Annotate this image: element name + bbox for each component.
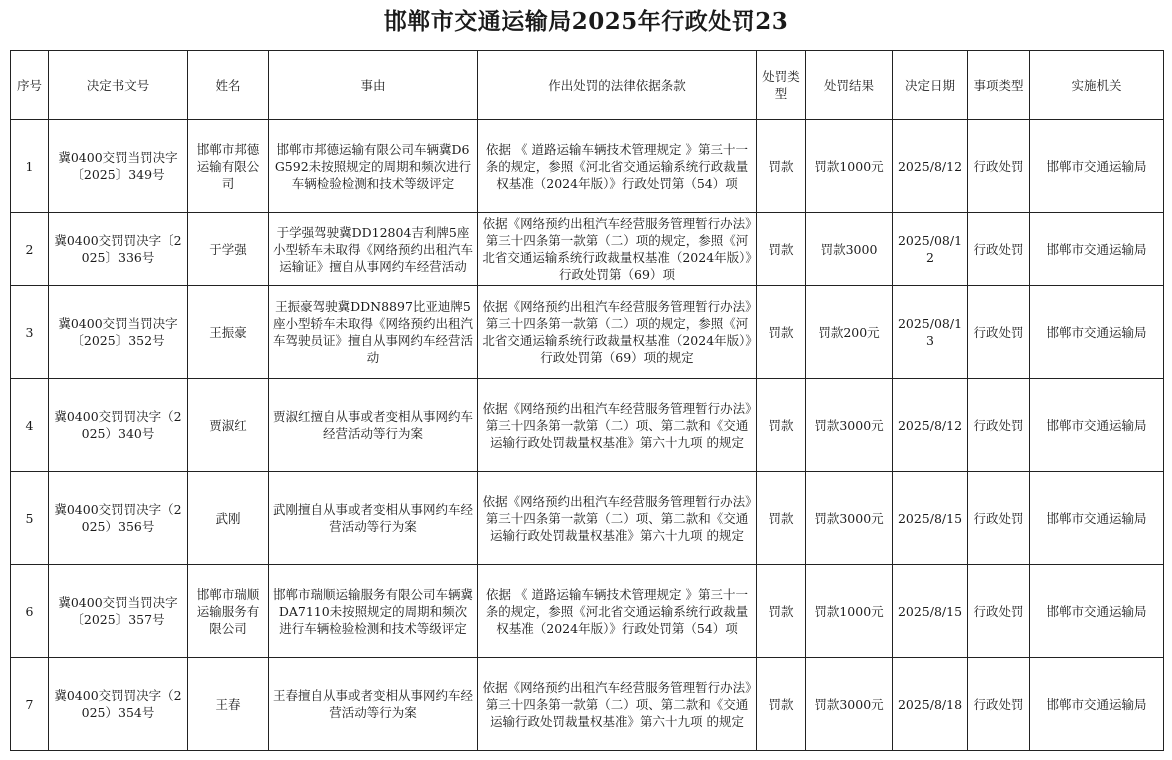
- cell-no: 3: [11, 286, 49, 379]
- cell-result: 罚款3000元: [806, 658, 893, 751]
- cell-category: 行政处罚: [968, 379, 1030, 472]
- header-cause: 事由: [269, 51, 478, 120]
- cell-cause: 王振豪驾驶冀DDN8897比亚迪牌5座小型轿车未取得《网络预约出租汽车驾驶员证》擅自从事网约车经营活动: [269, 286, 478, 379]
- cell-name: 邯郸市瑞顺运输服务有限公司: [188, 565, 269, 658]
- cell-type: 罚款: [757, 658, 806, 751]
- table-row: [11, 213, 1164, 286]
- cell-name: 邯郸市邦德运输有限公司: [188, 120, 269, 213]
- cell-result: 罚款1000元: [806, 120, 893, 213]
- cell-category: 行政处罚: [968, 286, 1030, 379]
- cell-type: 罚款: [757, 379, 806, 472]
- cell-no: 5: [11, 472, 49, 565]
- cell-no: 4: [11, 379, 49, 472]
- header-category: 事项类型: [968, 51, 1030, 120]
- cell-type: 罚款: [757, 565, 806, 658]
- cell-doc: 冀0400交罚罚决字（2025）340号: [49, 379, 188, 472]
- table-row: [11, 286, 1164, 379]
- cell-category: 行政处罚: [968, 120, 1030, 213]
- cell-result: 罚款200元: [806, 286, 893, 379]
- table-row: [11, 120, 1164, 213]
- cell-basis: 依据《网络预约出租汽车经营服务管理暂行办法》第三十四条第一款第（二）项的规定，参照《河北省交通运输系统行政裁量权基准（2024年版）》行政处罚第（69）项: [478, 213, 757, 286]
- table-row: [11, 379, 1164, 472]
- page-title: 邯郸市交通运输局2025年行政处罚23: [383, 8, 789, 35]
- cell-doc: 冀0400交罚罚决字〔2025〕336号: [49, 213, 188, 286]
- header-name: 姓名: [188, 51, 269, 120]
- header-doc: 决定书文号: [49, 51, 188, 120]
- cell-agency: 邯郸市交通运输局: [1030, 213, 1164, 286]
- cell-basis: 依据《网络预约出租汽车经营服务管理暂行办法》第三十四条第一款第（二）项的规定，参照《河北省交通运输系统行政裁量权基准（2024年版）》行政处罚第（69）项的规定: [478, 286, 757, 379]
- table-row: [11, 472, 1164, 565]
- cell-no: 1: [11, 120, 49, 213]
- header-no: 序号: [11, 51, 49, 120]
- cell-no: 6: [11, 565, 49, 658]
- header-type: 处罚类型: [757, 51, 806, 120]
- header-date: 决定日期: [893, 51, 968, 120]
- cell-cause: 邯郸市邦德运输有限公司车辆冀D6G592未按照规定的周期和频次进行车辆检验检测和技术等级评定: [269, 120, 478, 213]
- cell-date: 2025/08/13: [893, 286, 968, 379]
- cell-date: 2025/8/18: [893, 658, 968, 751]
- penalty-table: [10, 50, 1164, 751]
- cell-no: 7: [11, 658, 49, 751]
- cell-agency: 邯郸市交通运输局: [1030, 658, 1164, 751]
- cell-name: 武刚: [188, 472, 269, 565]
- cell-cause: 王春擅自从事或者变相从事网约车经营活动等行为案: [269, 658, 478, 751]
- table-row: [11, 658, 1164, 751]
- table-row: [11, 565, 1164, 658]
- cell-agency: 邯郸市交通运输局: [1030, 120, 1164, 213]
- cell-name: 王振豪: [188, 286, 269, 379]
- cell-type: 罚款: [757, 286, 806, 379]
- cell-result: 罚款3000元: [806, 379, 893, 472]
- cell-date: 2025/8/12: [893, 379, 968, 472]
- cell-name: 于学强: [188, 213, 269, 286]
- cell-name: 王春: [188, 658, 269, 751]
- cell-doc: 冀0400交罚罚决字（2025）354号: [49, 658, 188, 751]
- cell-doc: 冀0400交罚当罚决字〔2025〕349号: [49, 120, 188, 213]
- cell-cause: 武刚擅自从事或者变相从事网约车经营活动等行为案: [269, 472, 478, 565]
- cell-name: 贾淑红: [188, 379, 269, 472]
- cell-category: 行政处罚: [968, 565, 1030, 658]
- cell-category: 行政处罚: [968, 472, 1030, 565]
- cell-date: 2025/8/15: [893, 565, 968, 658]
- cell-date: 2025/8/15: [893, 472, 968, 565]
- cell-type: 罚款: [757, 120, 806, 213]
- cell-cause: 贾淑红擅自从事或者变相从事网约车经营活动等行为案: [269, 379, 478, 472]
- cell-category: 行政处罚: [968, 213, 1030, 286]
- cell-agency: 邯郸市交通运输局: [1030, 565, 1164, 658]
- cell-basis: 依据《网络预约出租汽车经营服务管理暂行办法》第三十四条第一款第（二）项、第二款和《交通运输行政处罚裁量权基准》第六十九项 的规定: [478, 658, 757, 751]
- cell-date: 2025/08/12: [893, 213, 968, 286]
- cell-result: 罚款3000元: [806, 472, 893, 565]
- cell-type: 罚款: [757, 472, 806, 565]
- cell-cause: 邯郸市瑞顺运输服务有限公司车辆冀DA7110未按照规定的周期和频次进行车辆检验检测和技术等级评定: [269, 565, 478, 658]
- header-basis: 作出处罚的法律依据条款: [478, 51, 757, 120]
- cell-agency: 邯郸市交通运输局: [1030, 379, 1164, 472]
- cell-cause: 于学强驾驶冀DD12804吉利牌5座小型轿车未取得《网络预约出租汽车运输证》擅自从事网约车经营活动: [269, 213, 478, 286]
- cell-basis: 依据《网络预约出租汽车经营服务管理暂行办法》第三十四条第一款第（二）项、第二款和《交通运输行政处罚裁量权基准》第六十九项 的规定: [478, 472, 757, 565]
- cell-basis: 依据《网络预约出租汽车经营服务管理暂行办法》第三十四条第一款第（二）项、第二款和《交通运输行政处罚裁量权基准》第六十九项 的规定: [478, 379, 757, 472]
- cell-basis: 依据 《 道路运输车辆技术管理规定 》第三十一条的规定，参照《河北省交通运输系统行政裁量权基准（2024年版）》行政处罚第（54）项: [478, 120, 757, 213]
- cell-doc: 冀0400交罚当罚决字〔2025〕357号: [49, 565, 188, 658]
- cell-result: 罚款1000元: [806, 565, 893, 658]
- cell-doc: 冀0400交罚罚决字（2025）356号: [49, 472, 188, 565]
- table-header-row: [11, 51, 1164, 120]
- header-agency: 实施机关: [1030, 51, 1164, 120]
- cell-agency: 邯郸市交通运输局: [1030, 286, 1164, 379]
- cell-result: 罚款3000: [806, 213, 893, 286]
- cell-category: 行政处罚: [968, 658, 1030, 751]
- cell-date: 2025/8/12: [893, 120, 968, 213]
- cell-no: 2: [11, 213, 49, 286]
- cell-type: 罚款: [757, 213, 806, 286]
- header-result: 处罚结果: [806, 51, 893, 120]
- cell-agency: 邯郸市交通运输局: [1030, 472, 1164, 565]
- cell-doc: 冀0400交罚当罚决字〔2025〕352号: [49, 286, 188, 379]
- cell-basis: 依据 《 道路运输车辆技术管理规定 》第三十一条的规定，参照《河北省交通运输系统行政裁量权基准（2024年版）》行政处罚第（54）项: [478, 565, 757, 658]
